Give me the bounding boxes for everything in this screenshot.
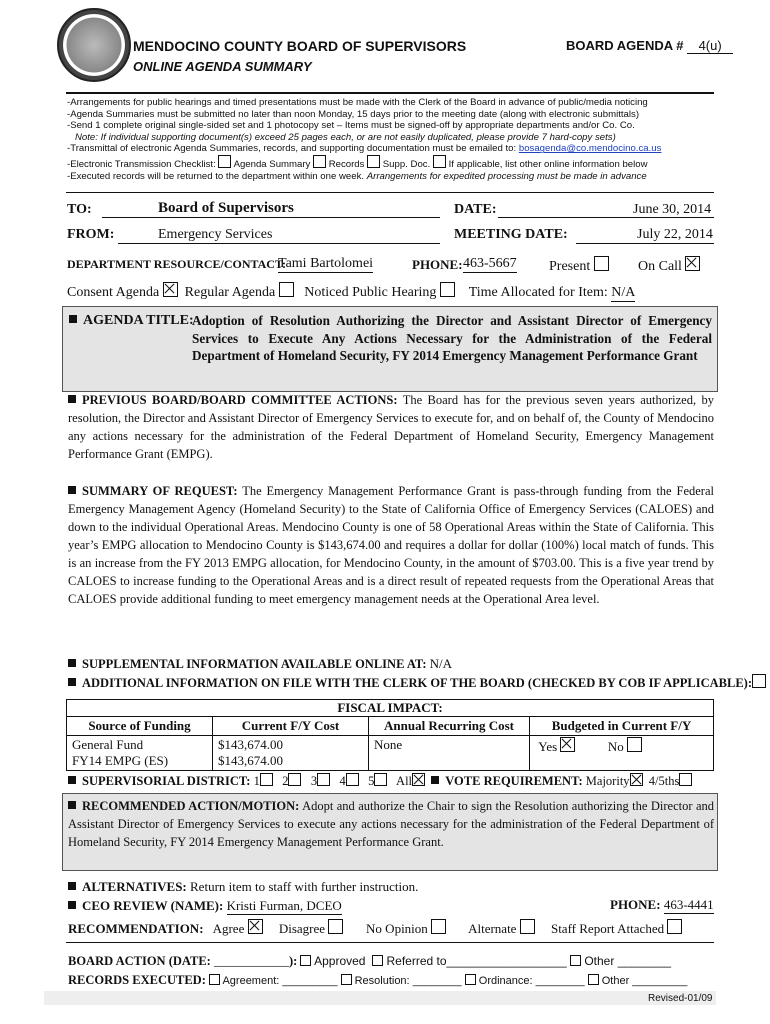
agenda-type-row: Consent Agenda Regular Agenda Noticed Public Hearing Time Allocated for Item: N/A <box>67 282 635 302</box>
agree-checkbox[interactable] <box>248 919 263 934</box>
district-checkbox[interactable] <box>317 773 330 786</box>
budgeted-yes-checkbox[interactable] <box>560 737 575 752</box>
noopinion-checkbox[interactable] <box>431 919 446 934</box>
budgeted-no-checkbox[interactable] <box>627 737 642 752</box>
checkbox-records[interactable] <box>313 155 326 168</box>
instruction-note: Note: If individual supporting document(s) exceed 25 pages each, or are not easily duplicated, please provide 7 hard-copy sets) <box>75 131 616 143</box>
to-value[interactable]: Board of Supervisors <box>158 200 294 216</box>
additional-info-checkbox[interactable] <box>752 674 766 688</box>
present-option[interactable]: Present <box>549 256 609 275</box>
district-row: SUPERVISORIAL DISTRICT: 1 2 3 4 5 All VOTE REQUIREMENT: Majority 4/5ths <box>68 773 692 789</box>
majority-checkbox[interactable] <box>630 773 643 786</box>
district-all-checkbox[interactable] <box>412 773 425 786</box>
oncall-checkbox[interactable] <box>685 256 700 271</box>
district-checkbox[interactable] <box>288 773 301 786</box>
noticed-checkbox[interactable] <box>440 282 455 297</box>
instruction-line: -Transmittal of electronic Agenda Summaries, records, and supporting documentation must be emailed to: bosagenda@co.mendocino.ca.us <box>67 143 662 155</box>
date-label: DATE: <box>454 202 497 217</box>
ordinance-checkbox[interactable] <box>465 974 476 985</box>
checklist-line: -Electronic Transmission Checklist: Agenda Summary Records Supp. Doc. If applicable, list other online information below <box>67 155 717 171</box>
header-title: MENDOCINO COUNTY BOARD OF SUPERVISORS <box>133 38 467 54</box>
ceo-name[interactable]: Kristi Furman, DCEO <box>226 898 342 913</box>
agenda-number-label: BOARD AGENDA # 4(u) <box>566 38 733 54</box>
district-checkbox[interactable] <box>260 773 273 786</box>
fiscal-title: FISCAL IMPACT: <box>67 700 714 717</box>
staff-report-checkbox[interactable] <box>667 919 682 934</box>
disagree-checkbox[interactable] <box>328 919 343 934</box>
from-value[interactable]: Emergency Services <box>158 227 273 242</box>
other-checkbox[interactable] <box>570 955 581 966</box>
fiscal-header: Current F/Y Cost <box>213 717 369 736</box>
email-link[interactable]: bosagenda@co.mendocino.ca.us <box>518 143 662 155</box>
meeting-date-label: MEETING DATE: <box>454 227 568 242</box>
instruction-line: -Send 1 complete original single-sided set and 1 photocopy set – Items must be signed-off by appropriate departments and/or Co. Co. <box>67 120 635 132</box>
checkbox-supp-doc[interactable] <box>367 155 380 168</box>
ceo-phone: PHONE: 463-4441 <box>610 897 714 912</box>
checkbox-other-online[interactable] <box>433 155 446 168</box>
summary-of-request: SUMMARY OF REQUEST: The Emergency Management Performance Grant is pass-through funding from the Federal Emergency Management Agency (Homeland Security) to the State of California Office of Emergency Services (CALOES) and down to the individual Operational Areas. Mendocino County is one of 58 Operational Areas within the State of California. This year’s EMPG allocation to Mendocino County is $143,674.00 and requires a dollar for dollar (100%) local match of funds. This is an increase from the FY 2013 EMPG allocation, for Mendocino County, in the amount of $703.00. This is a five year trend by CALOES to increase funding to the Operational Areas and is a direct result of repeated requests from the Operational Areas that CALOES provide additional funding to meet emergency management needs at the Operational Area level. <box>68 484 714 606</box>
board-action-row: BOARD ACTION (DATE: ____________): Approved Referred to__________________ Other ________ <box>68 954 672 968</box>
alternate-checkbox[interactable] <box>520 919 535 934</box>
agenda-number: 4(u) <box>687 38 733 54</box>
agenda-title-label: AGENDA TITLE: <box>69 313 194 329</box>
fiscal-header: Annual Recurring Cost <box>369 717 530 736</box>
records-other-checkbox[interactable] <box>588 974 599 985</box>
previous-actions: PREVIOUS BOARD/BOARD COMMITTEE ACTIONS: The Board has for the previous seven years authorized, by resolution, the Director and Assistant Director of Emergency Services to execute for, and on behalf of, the County of Mendocino any actions necessary for the administration of the Federal Department of Homeland Security, Emergency Management Performance Grant (EMPG). <box>68 393 714 461</box>
ceo-review: CEO REVIEW (NAME): Kristi Furman, DCEO <box>68 898 342 915</box>
fourfifths-checkbox[interactable] <box>679 773 692 786</box>
referred-checkbox[interactable] <box>372 955 383 966</box>
from-label: FROM: <box>67 227 115 242</box>
revised-date: Revised-01/09 <box>648 993 713 1004</box>
regular-checkbox[interactable] <box>279 282 294 297</box>
resolution-checkbox[interactable] <box>341 974 352 985</box>
contact-label: DEPARTMENT RESOURCE/CONTACT: <box>67 257 287 271</box>
approved-checkbox[interactable] <box>300 955 311 966</box>
district-checkbox[interactable] <box>346 773 359 786</box>
fiscal-header: Budgeted in Current F/Y <box>530 717 714 736</box>
instruction-line: -Arrangements for public hearings and timed presentations must be made with the Clerk of the Board in advance of public/media noticing <box>67 97 648 108</box>
to-label: TO: <box>67 202 92 217</box>
additional-info: ADDITIONAL INFORMATION ON FILE WITH THE CLERK OF THE BOARD (CHECKED BY COB IF APPLICABLE): <box>68 674 766 691</box>
time-allocated[interactable]: N/A <box>611 285 636 300</box>
current-cost: $143,674.00 $143,674.00 <box>213 736 369 771</box>
meeting-date-value[interactable]: July 22, 2014 <box>637 227 713 242</box>
agenda-title-text: Adoption of Resolution Authorizing the Director and Assistant Director of Emergency Services to Execute Any Actions Necessary for the Administration of the Federal Department of Homeland Security, FY 2014 Emergency Management Performance Grant <box>192 313 712 363</box>
date-value[interactable]: June 30, 2014 <box>633 202 712 217</box>
contact-value[interactable]: Tami Bartolomei <box>278 256 374 271</box>
alternatives: ALTERNATIVES: Return item to staff with further instruction. <box>68 879 418 895</box>
recurring-cost: None <box>369 736 530 771</box>
phone-label: PHONE: <box>412 257 463 272</box>
fiscal-impact-table <box>66 699 714 771</box>
funding-source: General Fund FY14 EMPG (ES) <box>67 736 213 771</box>
records-executed-row: RECORDS EXECUTED: Agreement: _________ Resolution: ________ Ordinance: ________ Other _________ <box>68 973 688 987</box>
footer-bar <box>44 991 716 1005</box>
instruction-line: -Agenda Summaries must be submitted no later than noon Monday, 15 days prior to the meeting date (along with electronic submittals) <box>67 108 640 120</box>
instruction-line: -Executed records will be returned to the department within one week. Arrangements for expedited processing must be made in advance <box>67 170 647 182</box>
supplemental-info: SUPPLEMENTAL INFORMATION AVAILABLE ONLINE AT: N/A <box>68 656 452 672</box>
phone-value[interactable]: 463-5667 <box>463 256 517 271</box>
county-seal <box>57 8 131 82</box>
header-subtitle: ONLINE AGENDA SUMMARY <box>133 59 312 74</box>
district-checkbox[interactable] <box>374 773 387 786</box>
consent-checkbox[interactable] <box>163 282 178 297</box>
present-checkbox[interactable] <box>594 256 609 271</box>
oncall-option[interactable]: On Call <box>638 256 700 275</box>
instructions <box>67 97 717 182</box>
budgeted: Yes No <box>530 736 714 771</box>
agreement-checkbox[interactable] <box>209 974 220 985</box>
fiscal-header: Source of Funding <box>67 717 213 736</box>
recommendation-row: RECOMMENDATION: Agree Disagree No Opinion Alternate Staff Report Attached <box>68 919 682 937</box>
recommended-action: RECOMMENDED ACTION/MOTION: Adopt and authorize the Chair to sign the Resolution authorizing the Director and Assistant Director of Emergency Services to execute any actions necessary for the administration of the Federal Department of Homeland Security, FY 2014 Emergency Management Performance Grant. <box>68 799 714 849</box>
checkbox-agenda-summary[interactable] <box>218 155 231 168</box>
